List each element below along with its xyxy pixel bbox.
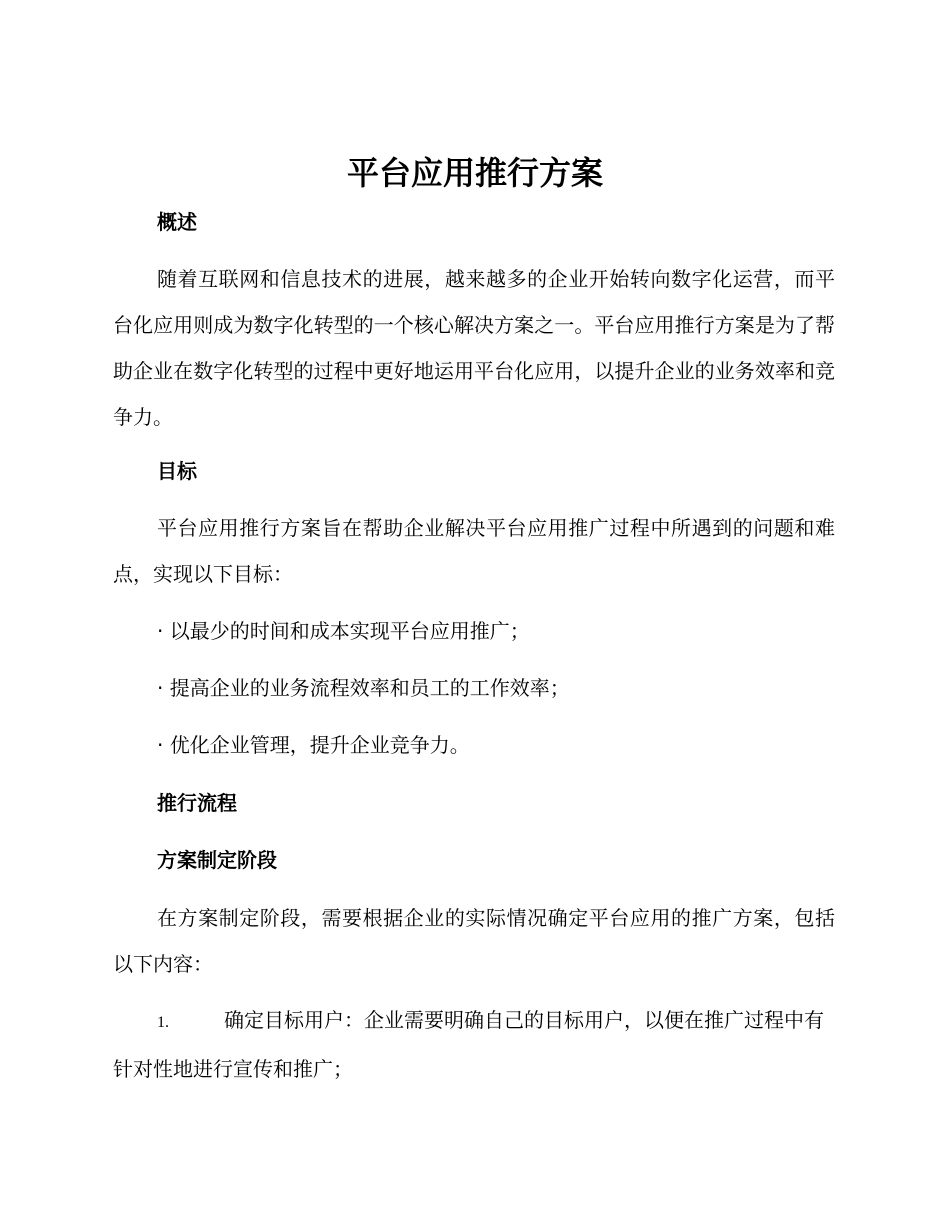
section-heading-process: 推行流程 <box>157 791 237 815</box>
goal-bullet-item: · 提高企业的业务流程效率和员工的工作效率； <box>157 676 570 700</box>
subsection-heading-stage: 方案制定阶段 <box>157 848 277 872</box>
section-heading-overview: 概述 <box>157 210 197 234</box>
overview-paragraph: 随着互联网和信息技术的进展，越来越多的企业开始转向数字化运营，而平台化应用则成为数字化转型的一个核心解决方案之一。平台应用推行方案是为了帮助企业在数字化转型的过程中更好地运用平台化应用，以提升企业的业务效率和竞争力。 <box>113 267 835 429</box>
stage-paragraph: 在方案制定阶段，需要根据企业的实际情况确定平台应用的推广方案，包括以下内容： <box>113 906 835 976</box>
list-number: 1. <box>157 1014 169 1031</box>
goal-bullet-item: · 优化企业管理，提升企业竞争力。 <box>157 733 470 757</box>
section-heading-goals: 目标 <box>157 459 197 483</box>
numbered-list-item <box>113 997 835 1092</box>
list-item-text: 确定目标用户：企业需要明确自己的目标用户，以便在推广过程中有针对性地进行宣传和推广； <box>113 1008 824 1081</box>
goal-bullet-item: · 以最少的时间和成本实现平台应用推广； <box>157 619 530 643</box>
document-title: 平台应用推行方案 <box>346 154 603 192</box>
goals-paragraph: 平台应用推行方案旨在帮助企业解决平台应用推广过程中所遇到的问题和难点，实现以下目标： <box>113 516 835 586</box>
